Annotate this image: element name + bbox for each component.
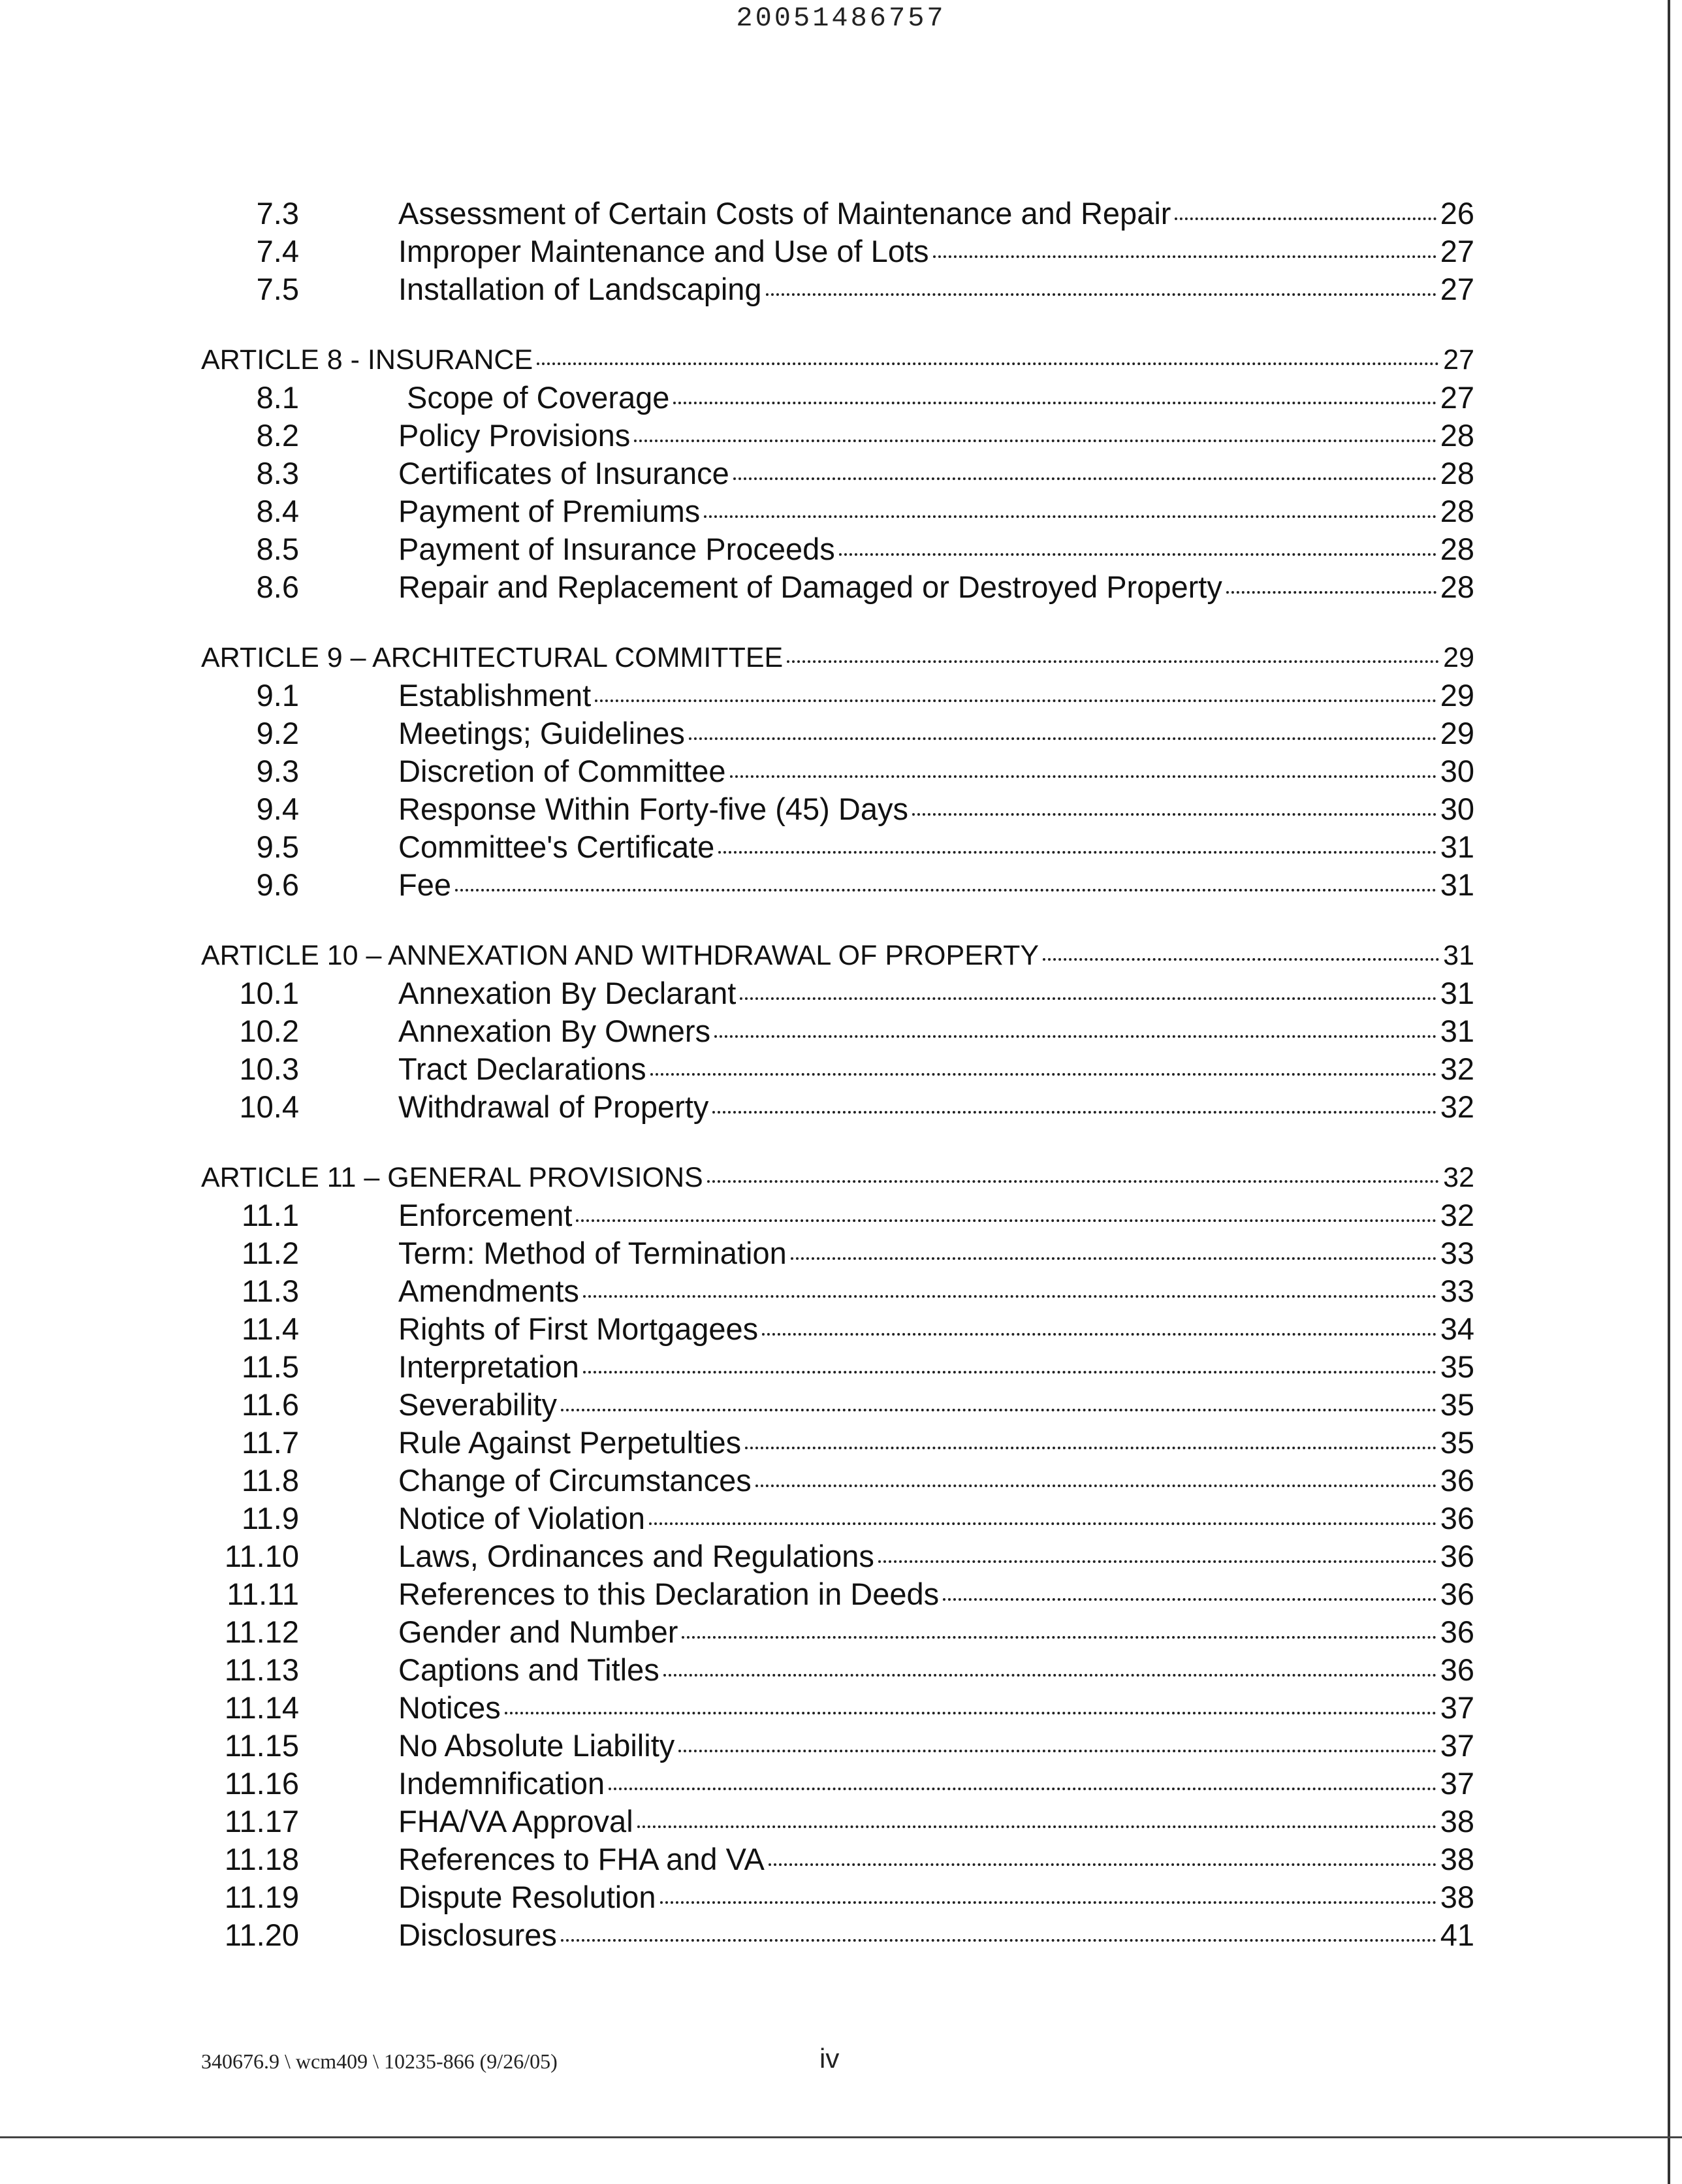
- toc-dot-leader: [740, 997, 1436, 1000]
- toc-dot-leader: [714, 1035, 1436, 1038]
- toc-page-number: 29: [1443, 642, 1474, 673]
- toc-dot-leader: [682, 1636, 1436, 1639]
- toc-section-number: 9.4: [256, 792, 299, 826]
- toc-section-entry: [201, 1088, 1474, 1126]
- toc-page-number: 31: [1440, 976, 1474, 1010]
- toc-dot-leader: [839, 553, 1436, 556]
- toc-page-number: 28: [1440, 494, 1474, 528]
- table-of-contents: [201, 195, 1474, 1954]
- toc-section-number: 11.10: [224, 1539, 299, 1573]
- toc-section-entry: [201, 974, 1474, 1012]
- toc-dot-leader: [673, 402, 1436, 404]
- footer-page-number: iv: [819, 2043, 840, 2074]
- toc-page-number: 37: [1440, 1690, 1474, 1725]
- toc-section-number: 8.1: [256, 380, 299, 415]
- toc-dot-leader: [1175, 217, 1436, 220]
- toc-entry-title: ARTICLE 11 – GENERAL PROVISIONS: [201, 1162, 703, 1193]
- toc-entry-title: Indemnification: [398, 1766, 605, 1801]
- toc-page-number: 38: [1440, 1804, 1474, 1839]
- toc-dot-leader: [733, 477, 1436, 480]
- toc-page-number: 29: [1440, 678, 1474, 713]
- toc-section-number: 11.14: [224, 1690, 299, 1725]
- toc-section-entry: [201, 1651, 1474, 1689]
- toc-entry-title: Repair and Replacement of Damaged or Destroyed Property: [398, 570, 1222, 604]
- toc-section-entry: [201, 417, 1474, 455]
- toc-section-number: 10.1: [239, 976, 299, 1010]
- toc-dot-leader: [712, 1111, 1436, 1114]
- toc-section-number-cell: [201, 1234, 398, 1272]
- toc-page-number: 41: [1440, 1918, 1474, 1952]
- toc-section-number-cell: [201, 1272, 398, 1310]
- toc-section-entry: [201, 1012, 1474, 1050]
- toc-entry-title: Amendments: [398, 1274, 579, 1308]
- toc-entry-title: Disclosures: [398, 1918, 557, 1952]
- toc-dot-leader: [576, 1219, 1436, 1222]
- toc-section-number: 11.3: [242, 1274, 299, 1308]
- toc-section-entry: [201, 1840, 1474, 1878]
- toc-page-number: 27: [1443, 344, 1474, 376]
- toc-section-number-cell: [201, 1012, 398, 1050]
- toc-section-number: 8.5: [256, 532, 299, 566]
- toc-entry-title: Committee's Certificate: [398, 829, 715, 864]
- toc-section-number-cell: [201, 715, 398, 752]
- toc-entry-title: Enforcement: [398, 1198, 573, 1232]
- toc-page-number: 32: [1440, 1198, 1474, 1232]
- toc-section-number-cell: [201, 1462, 398, 1500]
- toc-section-number: 11.13: [224, 1652, 299, 1687]
- toc-entry-title: Change of Circumstances: [398, 1463, 752, 1498]
- toc-section-number: 11.18: [224, 1842, 299, 1876]
- toc-section-number: 11.8: [242, 1463, 299, 1498]
- toc-section-number: 11.5: [242, 1349, 299, 1384]
- toc-page-number: 30: [1440, 792, 1474, 826]
- toc-entry-title: ARTICLE 9 – ARCHITECTURAL COMMITTEE: [201, 642, 784, 673]
- toc-section-number: 8.4: [256, 494, 299, 528]
- toc-section-number: 7.5: [256, 272, 299, 306]
- toc-dot-leader: [787, 660, 1439, 663]
- toc-dot-leader: [745, 1447, 1436, 1449]
- scan-edge-line: [1668, 0, 1670, 2184]
- toc-section-entry: [201, 752, 1474, 790]
- toc-section-number: 9.6: [256, 867, 299, 902]
- toc-page-number: 36: [1440, 1539, 1474, 1573]
- toc-page-number: 36: [1440, 1501, 1474, 1535]
- toc-entry-title: Annexation By Declarant: [398, 976, 737, 1010]
- toc-entry-title: Discretion of Committee: [398, 754, 726, 788]
- toc-section-number-cell: [201, 1575, 398, 1613]
- toc-entry-title: Annexation By Owners: [398, 1014, 711, 1048]
- toc-section-number-cell: [201, 1727, 398, 1765]
- toc-entry-title: Interpretation: [398, 1349, 579, 1384]
- toc-entry-title: Scope of Coverage: [398, 380, 670, 415]
- toc-page-number: 32: [1440, 1052, 1474, 1086]
- toc-entry-title: Dispute Resolution: [398, 1880, 656, 1914]
- toc-section-entry: [201, 1916, 1474, 1954]
- toc-section-number-cell: [201, 379, 398, 417]
- toc-entry-title: Notice of Violation: [398, 1501, 645, 1535]
- toc-section-number: 10.2: [239, 1014, 299, 1048]
- toc-section-number-cell: [201, 677, 398, 715]
- toc-section-entry: [201, 677, 1474, 715]
- toc-section-entry: [201, 270, 1474, 308]
- toc-section-number: 10.3: [239, 1052, 299, 1086]
- toc-section-number-cell: [201, 828, 398, 866]
- toc-dot-leader: [1043, 958, 1439, 961]
- toc-section-number: 11.2: [242, 1236, 299, 1270]
- toc-page-number: 28: [1440, 570, 1474, 604]
- toc-section-entry: [201, 866, 1474, 904]
- toc-section-number-cell: [201, 790, 398, 828]
- toc-entry-title: Term: Method of Termination: [398, 1236, 787, 1270]
- toc-page-number: 28: [1440, 456, 1474, 490]
- toc-dot-leader: [707, 1180, 1439, 1183]
- toc-dot-leader: [769, 1863, 1436, 1866]
- toc-section-number: 11.4: [242, 1311, 299, 1346]
- toc-section-number-cell: [201, 1537, 398, 1575]
- toc-section-number: 7.4: [256, 234, 299, 268]
- toc-dot-leader: [634, 440, 1436, 442]
- toc-section-entry: [201, 1727, 1474, 1765]
- toc-page-number: 31: [1440, 1014, 1474, 1048]
- toc-page-number: 27: [1440, 380, 1474, 415]
- toc-entry-title: ARTICLE 8 - INSURANCE: [201, 344, 533, 376]
- toc-entry-title: References to this Declaration in Deeds: [398, 1577, 940, 1611]
- toc-section-number-cell: [201, 1088, 398, 1126]
- document-number: 20051486757: [736, 3, 946, 34]
- toc-section-number-cell: [201, 1651, 398, 1689]
- toc-section-entry: [201, 1689, 1474, 1727]
- toc-entry-title: Laws, Ordinances and Regulations: [398, 1539, 874, 1573]
- toc-dot-leader: [1226, 591, 1436, 594]
- toc-section-number-cell: [201, 1613, 398, 1651]
- toc-dot-leader: [878, 1560, 1436, 1563]
- toc-dot-leader: [595, 699, 1436, 702]
- toc-dot-leader: [791, 1257, 1436, 1260]
- toc-page-number: 36: [1440, 1577, 1474, 1611]
- toc-entry-title: Assessment of Certain Costs of Maintenance and Repair: [398, 196, 1171, 231]
- toc-page-number: 27: [1440, 234, 1474, 268]
- toc-entry-title: Certificates of Insurance: [398, 456, 729, 490]
- toc-dot-leader: [561, 1409, 1436, 1411]
- toc-section-number-cell: [201, 1765, 398, 1803]
- toc-dot-leader: [689, 737, 1436, 740]
- toc-section-entry: [201, 233, 1474, 270]
- toc-dot-leader: [762, 1333, 1436, 1336]
- toc-section-number-cell: [201, 417, 398, 455]
- footer-document-reference: 340676.9 \ wcm409 \ 10235-866 (9/26/05): [201, 2049, 558, 2073]
- toc-section-number-cell: [201, 1386, 398, 1424]
- toc-section-entry: [201, 1424, 1474, 1462]
- toc-dot-leader: [718, 851, 1436, 854]
- toc-entry-title: No Absolute Liability: [398, 1728, 675, 1763]
- toc-section-number: 11.1: [242, 1198, 299, 1232]
- toc-section-number: 11.20: [224, 1918, 299, 1952]
- toc-page-number: 34: [1440, 1311, 1474, 1346]
- toc-section-number-cell: [201, 233, 398, 270]
- toc-page-number: 29: [1440, 716, 1474, 750]
- toc-page-number: 37: [1440, 1728, 1474, 1763]
- toc-entry-title: Gender and Number: [398, 1614, 678, 1649]
- toc-dot-leader: [660, 1901, 1436, 1904]
- toc-page-number: 31: [1440, 867, 1474, 902]
- toc-article-entry: [201, 341, 1474, 379]
- toc-page-number: 33: [1440, 1274, 1474, 1308]
- toc-section-entry: [201, 1462, 1474, 1500]
- toc-dot-leader: [537, 362, 1439, 365]
- toc-page-number: 35: [1440, 1425, 1474, 1460]
- toc-entry-title: Fee: [398, 867, 451, 902]
- toc-section-entry: [201, 1234, 1474, 1272]
- toc-section-number: 11.15: [224, 1728, 299, 1763]
- toc-section-number: 9.3: [256, 754, 299, 788]
- toc-section-number: 7.3: [256, 196, 299, 231]
- toc-spacer: [201, 904, 1474, 937]
- toc-dot-leader: [755, 1485, 1436, 1487]
- toc-section-number-cell: [201, 1196, 398, 1234]
- toc-section-number: 11.17: [224, 1804, 299, 1839]
- toc-section-number-cell: [201, 455, 398, 492]
- toc-entry-title: Severability: [398, 1387, 557, 1422]
- toc-page-number: 36: [1440, 1652, 1474, 1687]
- toc-entry-title: FHA/VA Approval: [398, 1804, 633, 1839]
- toc-section-entry: [201, 1575, 1474, 1613]
- toc-spacer: [201, 1126, 1474, 1159]
- toc-dot-leader: [455, 889, 1436, 891]
- toc-entry-title: Captions and Titles: [398, 1652, 659, 1687]
- toc-section-number-cell: [201, 1348, 398, 1386]
- toc-section-entry: [201, 1613, 1474, 1651]
- toc-section-entry: [201, 1878, 1474, 1916]
- toc-section-number-cell: [201, 568, 398, 606]
- toc-article-entry: [201, 937, 1474, 974]
- toc-dot-leader: [933, 255, 1436, 258]
- toc-entry-title: Response Within Forty-five (45) Days: [398, 792, 908, 826]
- toc-entry-title: Withdrawal of Property: [398, 1089, 709, 1124]
- toc-page-number: 36: [1440, 1614, 1474, 1649]
- toc-section-number: 11.9: [242, 1501, 299, 1535]
- toc-section-entry: [201, 828, 1474, 866]
- toc-dot-leader: [943, 1598, 1436, 1601]
- toc-section-entry: [201, 1050, 1474, 1088]
- toc-section-number-cell: [201, 1689, 398, 1727]
- toc-dot-leader: [730, 775, 1436, 778]
- toc-section-number-cell: [201, 1840, 398, 1878]
- toc-entry-title: Payment of Insurance Proceeds: [398, 532, 835, 566]
- toc-page-number: 30: [1440, 754, 1474, 788]
- toc-dot-leader: [583, 1295, 1436, 1298]
- toc-section-entry: [201, 1537, 1474, 1575]
- toc-entry-title: ARTICLE 10 – ANNEXATION AND WITHDRAWAL OF PROPERTY: [201, 940, 1039, 971]
- toc-section-entry: [201, 715, 1474, 752]
- toc-page-number: 28: [1440, 532, 1474, 566]
- toc-section-entry: [201, 790, 1474, 828]
- toc-section-number-cell: [201, 195, 398, 233]
- toc-section-entry: [201, 1765, 1474, 1803]
- toc-section-number: 11.11: [227, 1577, 299, 1611]
- toc-entry-title: Rule Against Perpetulties: [398, 1425, 742, 1460]
- toc-dot-leader: [609, 1788, 1436, 1790]
- toc-dot-leader: [912, 813, 1436, 816]
- toc-dot-leader: [561, 1939, 1436, 1942]
- toc-section-entry: [201, 530, 1474, 568]
- toc-spacer: [201, 606, 1474, 639]
- toc-dot-leader: [505, 1712, 1436, 1714]
- toc-dot-leader: [637, 1825, 1436, 1828]
- toc-section-entry: [201, 1803, 1474, 1840]
- toc-section-number: 8.3: [256, 456, 299, 490]
- toc-page-number: 26: [1440, 196, 1474, 231]
- toc-entry-title: References to FHA and VA: [398, 1842, 765, 1876]
- toc-page-number: 32: [1443, 1162, 1474, 1193]
- toc-section-number: 9.5: [256, 829, 299, 864]
- toc-section-number-cell: [201, 270, 398, 308]
- toc-section-number-cell: [201, 492, 398, 530]
- toc-section-number-cell: [201, 1878, 398, 1916]
- toc-section-number: 8.2: [256, 418, 299, 453]
- toc-entry-title: Policy Provisions: [398, 418, 631, 453]
- toc-section-number: 9.1: [256, 678, 299, 713]
- toc-entry-title: Tract Declarations: [398, 1052, 646, 1086]
- toc-section-number-cell: [201, 1050, 398, 1088]
- toc-section-number-cell: [201, 1803, 398, 1840]
- toc-section-entry: [201, 455, 1474, 492]
- toc-section-entry: [201, 1310, 1474, 1348]
- toc-section-number: 11.16: [224, 1766, 299, 1801]
- toc-page-number: 31: [1440, 829, 1474, 864]
- scan-bottom-line: [0, 2136, 1682, 2138]
- toc-article-entry: [201, 1159, 1474, 1196]
- toc-section-number: 11.7: [242, 1425, 299, 1460]
- toc-section-entry: [201, 1196, 1474, 1234]
- toc-dot-leader: [650, 1073, 1436, 1076]
- toc-section-number-cell: [201, 1500, 398, 1537]
- toc-section-number: 10.4: [239, 1089, 299, 1124]
- toc-page-number: 33: [1440, 1236, 1474, 1270]
- toc-section-number-cell: [201, 1310, 398, 1348]
- toc-section-number: 11.12: [224, 1614, 299, 1649]
- toc-section-entry: [201, 1500, 1474, 1537]
- toc-page-number: 35: [1440, 1349, 1474, 1384]
- toc-section-entry: [201, 492, 1474, 530]
- toc-section-number-cell: [201, 1424, 398, 1462]
- toc-section-number-cell: [201, 752, 398, 790]
- toc-section-number: 11.19: [224, 1880, 299, 1914]
- toc-entry-title: Installation of Landscaping: [398, 272, 762, 306]
- toc-dot-leader: [678, 1750, 1436, 1752]
- toc-section-number: 8.6: [256, 570, 299, 604]
- toc-dot-leader: [583, 1371, 1436, 1373]
- toc-entry-title: Improper Maintenance and Use of Lots: [398, 234, 929, 268]
- toc-dot-leader: [663, 1674, 1436, 1677]
- toc-section-number-cell: [201, 974, 398, 1012]
- toc-section-entry: [201, 1348, 1474, 1386]
- toc-entry-title: Payment of Premiums: [398, 494, 701, 528]
- toc-dot-leader: [704, 515, 1436, 518]
- toc-section-number: 9.2: [256, 716, 299, 750]
- toc-article-entry: [201, 639, 1474, 677]
- toc-page-number: 38: [1440, 1842, 1474, 1876]
- toc-page-number: 28: [1440, 418, 1474, 453]
- toc-page-number: 32: [1440, 1089, 1474, 1124]
- toc-spacer: [201, 308, 1474, 341]
- toc-page-number: 35: [1440, 1387, 1474, 1422]
- toc-section-number-cell: [201, 1916, 398, 1954]
- toc-page-number: 37: [1440, 1766, 1474, 1801]
- toc-page-number: 31: [1443, 940, 1474, 971]
- toc-page-number: 36: [1440, 1463, 1474, 1498]
- toc-page-number: 27: [1440, 272, 1474, 306]
- toc-page-number: 38: [1440, 1880, 1474, 1914]
- toc-entry-title: Notices: [398, 1690, 501, 1725]
- toc-section-number-cell: [201, 530, 398, 568]
- toc-section-number: 11.6: [242, 1387, 299, 1422]
- toc-section-entry: [201, 195, 1474, 233]
- toc-section-entry: [201, 1272, 1474, 1310]
- toc-entry-title: Establishment: [398, 678, 592, 713]
- toc-entry-title: Rights of First Mortgagees: [398, 1311, 759, 1346]
- toc-section-entry: [201, 1386, 1474, 1424]
- toc-section-entry: [201, 379, 1474, 417]
- toc-dot-leader: [766, 293, 1436, 296]
- toc-section-number-cell: [201, 866, 398, 904]
- toc-entry-title: Meetings; Guidelines: [398, 716, 685, 750]
- toc-section-entry: [201, 568, 1474, 606]
- toc-dot-leader: [649, 1522, 1436, 1525]
